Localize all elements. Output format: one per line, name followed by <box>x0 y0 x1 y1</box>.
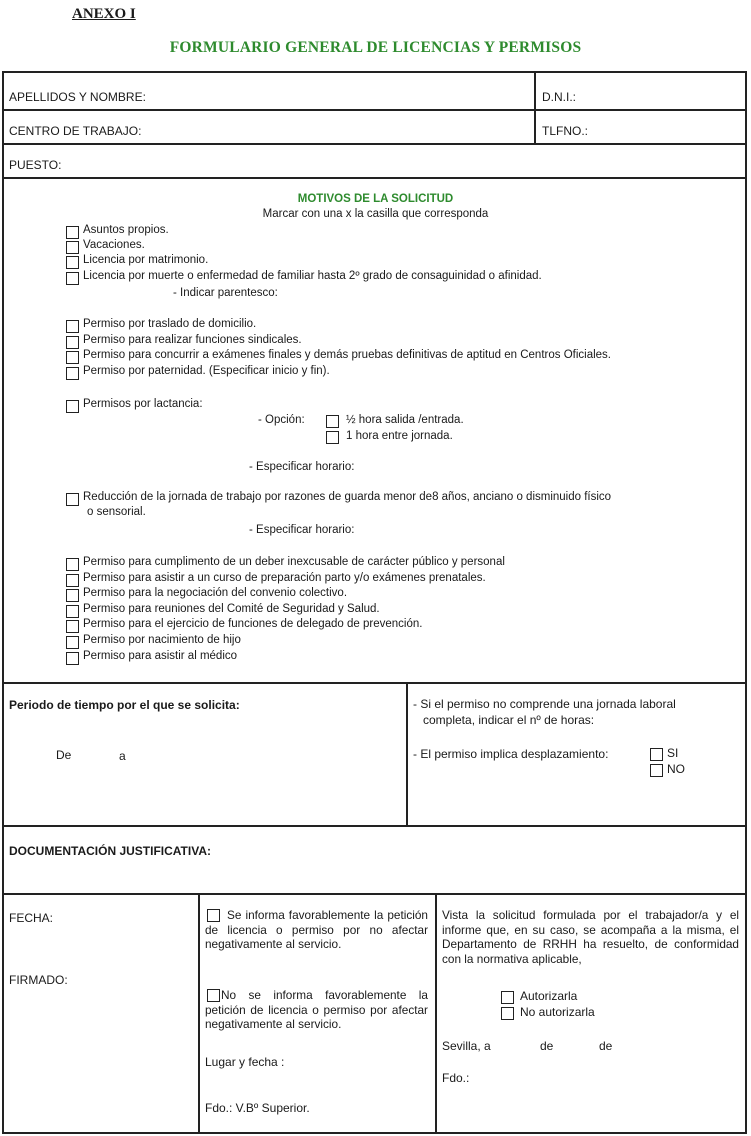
row-divider <box>2 143 747 145</box>
periodo-de-label: De <box>56 748 72 762</box>
motivo-item: Permiso para asistir al médico <box>83 650 238 662</box>
horas-label: - Si el permiso no comprende una jornada laboral <box>413 697 676 711</box>
reduccion-jornada-item: Reducción de la jornada de trabajo por razones de guarda menor de8 años, anciano o disminuido físico <box>83 491 612 503</box>
checkbox[interactable] <box>66 226 79 239</box>
checkbox[interactable] <box>501 1007 514 1020</box>
checkbox[interactable] <box>326 431 339 444</box>
checkbox[interactable] <box>66 493 79 506</box>
checkbox[interactable] <box>650 764 663 777</box>
column-divider <box>534 71 536 143</box>
firmado-label: FIRMADO: <box>9 973 68 987</box>
work-center-field[interactable]: CENTRO DE TRABAJO: <box>9 124 142 138</box>
motivos-subtitle: Marcar con una x la casilla que corresponda <box>262 208 489 220</box>
position-field[interactable]: PUESTO: <box>9 158 62 172</box>
sevilla-label: Sevilla, a <box>442 1039 491 1053</box>
especificar-horario-label: - Especificar horario: <box>249 524 355 536</box>
checkbox[interactable] <box>66 400 79 413</box>
checkbox[interactable] <box>66 241 79 254</box>
row-divider <box>2 109 747 111</box>
motivo-item: Vacaciones. <box>83 239 145 251</box>
row-divider <box>2 682 747 684</box>
frame-right <box>745 71 747 1134</box>
frame-top <box>2 71 747 73</box>
row-divider <box>2 825 747 827</box>
checkbox[interactable] <box>66 574 79 587</box>
lugar-fecha-label: Lugar y fecha : <box>205 1055 285 1069</box>
lactancia-label: Permisos por lactancia: <box>83 398 203 410</box>
periodo-title: Periodo de tiempo por el que se solicita: <box>9 698 240 712</box>
de-label: de <box>599 1039 613 1053</box>
desplazamiento-label: - El permiso implica desplazamiento: <box>413 747 609 761</box>
checkbox[interactable] <box>66 589 79 602</box>
motivo-item: Licencia por matrimonio. <box>83 254 209 266</box>
rrhh-text: Vista la solicitud formulada por el trabajador/a y el informe que, en su caso, se acompaña a la misma, el Departamento de RRHH ha resuelto, de conformidad con la normativa aplicable, <box>442 908 739 966</box>
autorizarla-label: Autorizarla <box>520 989 578 1003</box>
row-divider <box>2 177 747 179</box>
frame-left <box>2 71 4 1134</box>
motivo-item: Permiso para asistir a un curso de preparación parto y/o exámenes prenatales. <box>83 572 486 584</box>
periodo-a-label: a <box>119 749 126 763</box>
frame-bottom <box>2 1132 747 1134</box>
motivo-item: Permiso para reuniones del Comité de Seguridad y Salud. <box>83 603 380 615</box>
opcion-one-hour: 1 hora entre jornada. <box>346 430 453 442</box>
motivo-item: Permiso por nacimiento de hijo <box>83 634 241 646</box>
checkbox[interactable] <box>66 558 79 571</box>
form-title: FORMULARIO GENERAL DE LICENCIAS Y PERMISOS <box>169 39 582 56</box>
motivo-item: Licencia por muerte o enfermedad de familiar hasta 2º grado de consaguinidad o afinidad. <box>83 270 542 282</box>
phone-field[interactable]: TLFNO.: <box>542 124 589 138</box>
motivo-item: Permiso para realizar funciones sindicales. <box>83 334 302 346</box>
motivo-item: Permiso por traslado de domicilio. <box>83 318 257 330</box>
checkbox[interactable] <box>66 351 79 364</box>
checkbox[interactable] <box>650 748 663 761</box>
checkbox[interactable] <box>66 256 79 269</box>
motivo-item: Asuntos propios. <box>83 224 169 236</box>
checkbox[interactable] <box>66 336 79 349</box>
checkbox[interactable] <box>501 991 514 1004</box>
opcion-half-hour: ½ hora salida /entrada. <box>346 414 464 426</box>
especificar-horario-label: - Especificar horario: <box>249 461 355 473</box>
motivo-item: Permiso para cumplimento de un deber inexcusable de carácter público y personal <box>83 556 505 568</box>
no-label: NO <box>667 762 685 776</box>
checkbox[interactable] <box>66 636 79 649</box>
checkbox[interactable] <box>326 415 339 428</box>
no-favorable-text: No se informa favorablemente la petición de licencia o permiso por afectar negativamente al servicio. <box>205 988 428 1031</box>
column-divider <box>406 682 408 825</box>
favorable-text: Se informa favorablemente la petición de licencia o permiso por no afectar negativamente al servicio. <box>205 908 428 951</box>
horas-label-cont: completa, indicar el nº de horas: <box>423 713 595 727</box>
motivo-item: Permiso para concurrir a exámenes finales y demás pruebas definitivas de aptitud en Centros Oficiales. <box>83 349 611 361</box>
column-divider <box>198 893 200 1134</box>
fecha-label: FECHA: <box>9 911 54 925</box>
si-label: SI <box>667 746 679 760</box>
name-field[interactable]: APELLIDOS Y NOMBRE: <box>9 90 146 104</box>
column-divider <box>435 893 437 1134</box>
checkbox[interactable] <box>66 272 79 285</box>
reduccion-jornada-item-cont: o sensorial. <box>87 506 146 518</box>
motivo-item: Permiso por paternidad. (Especificar inicio y fin). <box>83 365 330 377</box>
no-autorizarla-label: No autorizarla <box>520 1005 595 1019</box>
checkbox[interactable] <box>66 620 79 633</box>
checkbox[interactable] <box>66 605 79 618</box>
checkbox[interactable] <box>66 320 79 333</box>
motivos-title: MOTIVOS DE LA SOLICITUD <box>297 193 454 205</box>
de-label: de <box>540 1039 554 1053</box>
annex-label: ANEXO I <box>72 6 136 22</box>
checkbox[interactable] <box>66 367 79 380</box>
vb-superior-label: Fdo.: V.Bº Superior. <box>205 1101 310 1115</box>
opcion-label: - Opción: <box>258 414 305 426</box>
motivo-item: Permiso para el ejercicio de funciones de delegado de prevención. <box>83 618 423 630</box>
fdo-label: Fdo.: <box>442 1071 470 1085</box>
checkbox[interactable] <box>66 652 79 665</box>
dni-field[interactable]: D.N.I.: <box>542 90 577 104</box>
motivo-item: Permiso para la negociación del convenio colectivo. <box>83 587 348 599</box>
indicar-parentesco-label: - Indicar parentesco: <box>173 287 278 299</box>
documentacion-title: DOCUMENTACIÓN JUSTIFICATIVA: <box>9 844 211 858</box>
row-divider <box>2 893 747 895</box>
